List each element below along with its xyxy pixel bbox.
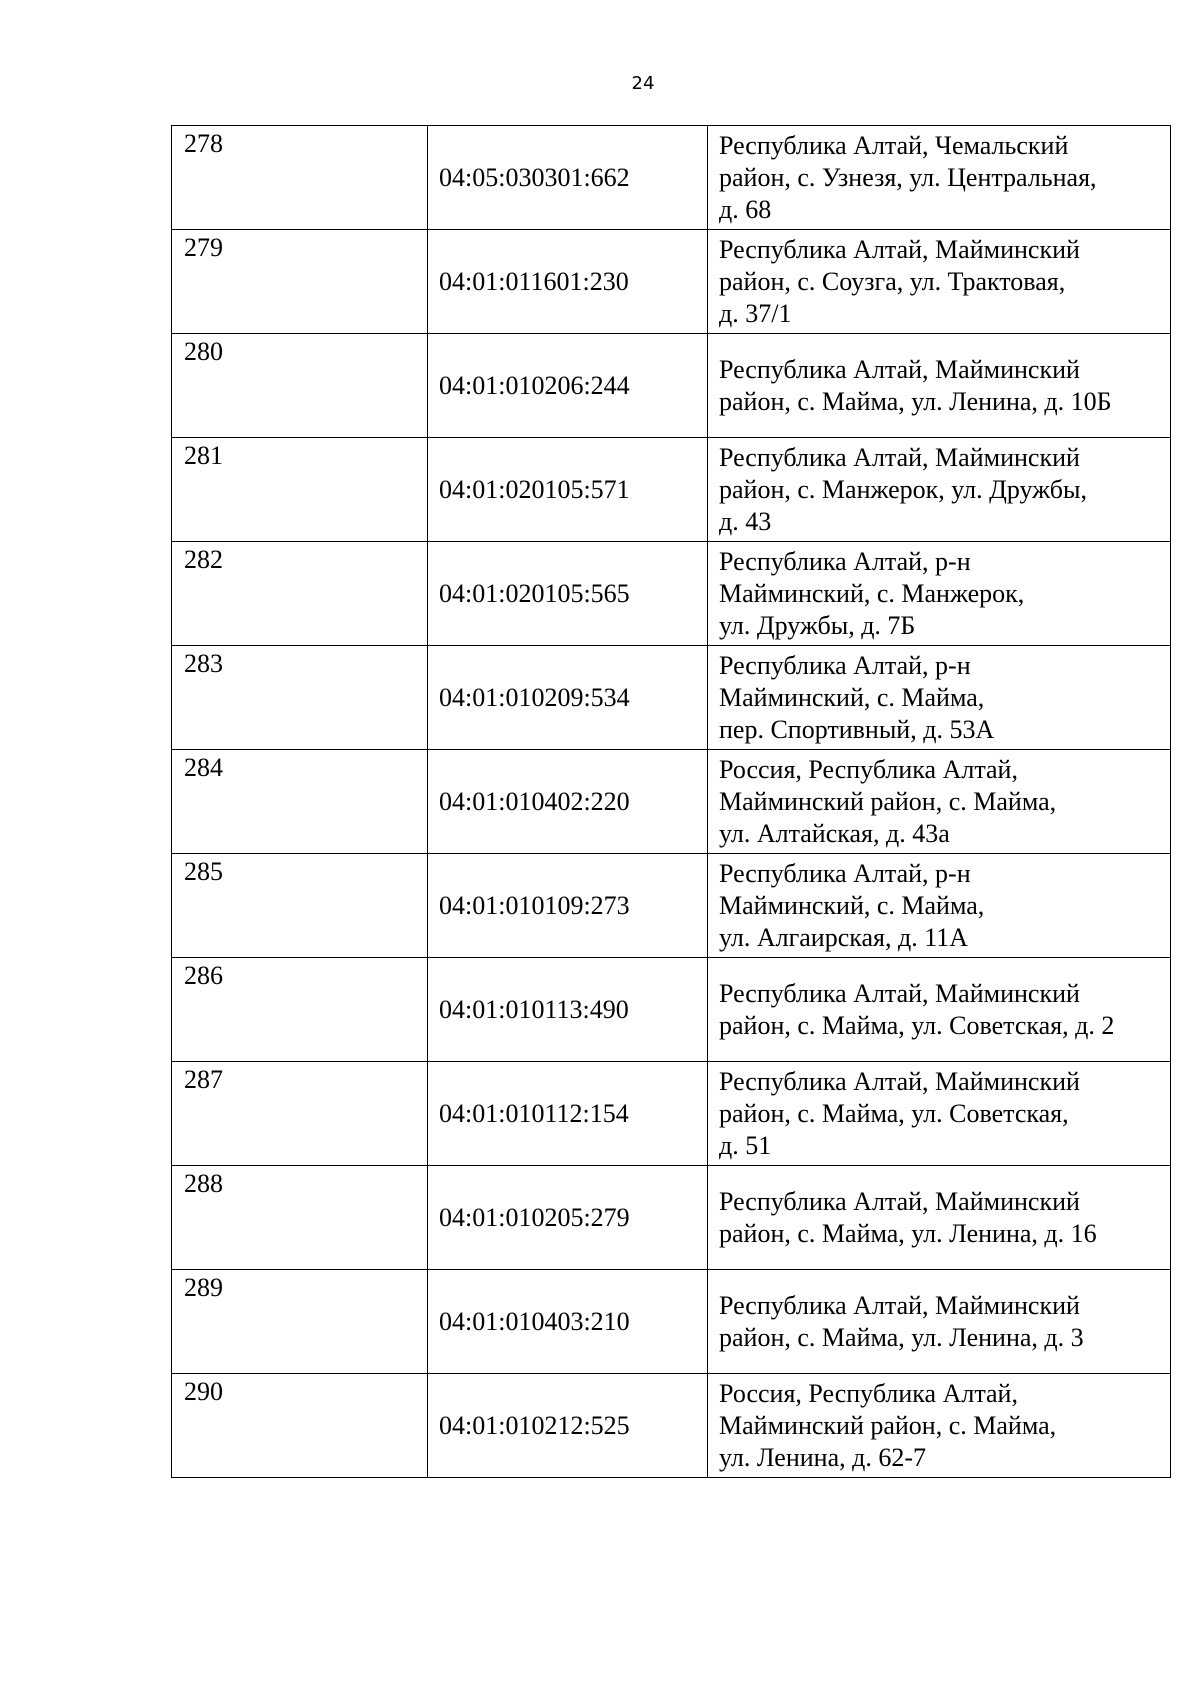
address-cell [708,1166,1171,1270]
address: Россия, Республика Алтай, Майминский район, с. Майма, ул. Алтайская, д. 43а [719,754,1057,848]
row-number: 287 [184,1065,223,1094]
address-cell [708,542,1171,646]
address-cell [708,334,1171,438]
row-number: 286 [184,961,223,990]
row-number-cell [172,126,428,230]
cadastral-number-cell [428,1374,708,1478]
address: Республика Алтай, Чемальский район, с. Узнезя, ул. Центральная, д. 68 [719,130,1097,224]
address: Республика Алтай, Майминский район, с. Манжерок, ул. Дружбы, д. 43 [719,442,1087,536]
address: Республика Алтай, р-н Майминский, с. Манжерок, ул. Дружбы, д. 7Б [719,546,1025,640]
address: Республика Алтай, р-н Майминский, с. Майма, ул. Алгаирская, д. 11А [719,858,985,952]
address: Республика Алтай, Майминский район, с. Майма, ул. Ленина, д. 3 [719,1290,1084,1352]
row-number: 283 [184,649,223,678]
table-row [172,750,1171,854]
address-cell [708,1062,1171,1166]
address: Республика Алтай, р-н Майминский, с. Майма, пер. Спортивный, д. 53А [719,650,995,744]
cadastral-number: 04:01:010206:244 [439,370,630,400]
row-number-cell [172,1374,428,1478]
cadastral-number-cell [428,854,708,958]
address-cell [708,854,1171,958]
cadastral-number-cell [428,1062,708,1166]
table-row [172,230,1171,334]
table-row [172,1374,1171,1478]
address-cell [708,958,1171,1062]
property-table [171,125,1171,1478]
cadastral-number: 04:01:010209:534 [439,682,630,712]
address-cell [708,126,1171,230]
table-row [172,1062,1171,1166]
row-number: 282 [184,545,223,574]
cadastral-number: 04:01:020105:571 [439,474,630,504]
row-number-cell [172,230,428,334]
address-cell [708,646,1171,750]
cadastral-number: 04:01:010109:273 [439,890,630,920]
address: Республика Алтай, Майминский район, с. Майма, ул. Ленина, д. 16 [719,1186,1097,1248]
address: Республика Алтай, Майминский район, с. Майма, ул. Ленина, д. 10Б [719,354,1112,416]
table-row [172,1270,1171,1374]
address-cell [708,750,1171,854]
table-row [172,646,1171,750]
row-number-cell [172,750,428,854]
cadastral-number: 04:01:010113:490 [439,994,629,1024]
row-number-cell [172,958,428,1062]
cadastral-number: 04:01:020105:565 [439,578,630,608]
cadastral-number-cell [428,750,708,854]
address: Россия, Республика Алтай, Майминский район, с. Майма, ул. Ленина, д. 62-7 [719,1378,1057,1472]
cadastral-number: 04:01:010403:210 [439,1306,630,1336]
address: Республика Алтай, Майминский район, с. Майма, ул. Советская, д. 51 [719,1066,1080,1160]
row-number: 290 [184,1377,223,1406]
row-number: 278 [184,129,223,158]
cadastral-number-cell [428,334,708,438]
row-number-cell [172,438,428,542]
row-number-cell [172,854,428,958]
row-number-cell [172,1062,428,1166]
cadastral-number: 04:05:030301:662 [439,162,630,192]
address-cell [708,230,1171,334]
page-number: 24 [631,73,655,94]
cadastral-number-cell [428,438,708,542]
row-number: 279 [184,233,223,262]
cadastral-number: 04:01:011601:230 [439,266,629,296]
cadastral-number-cell [428,1270,708,1374]
table-row [172,958,1171,1062]
table-row [172,542,1171,646]
table-row [172,1166,1171,1270]
table-row [172,126,1171,230]
row-number-cell [172,646,428,750]
row-number: 284 [184,753,223,782]
table-row [172,334,1171,438]
address-cell [708,1270,1171,1374]
cadastral-number: 04:01:010205:279 [439,1202,630,1232]
cadastral-number-cell [428,126,708,230]
cadastral-number: 04:01:010112:154 [439,1098,629,1128]
table-row [172,438,1171,542]
table-row [172,854,1171,958]
address: Республика Алтай, Майминский район, с. Майма, ул. Советская, д. 2 [719,978,1115,1040]
row-number: 289 [184,1273,223,1302]
row-number: 285 [184,857,223,886]
address-cell [708,1374,1171,1478]
address-cell [708,438,1171,542]
address: Республика Алтай, Майминский район, с. Соузга, ул. Трактовая, д. 37/1 [719,234,1080,328]
cadastral-number: 04:01:010402:220 [439,786,630,816]
row-number-cell [172,334,428,438]
row-number-cell [172,1270,428,1374]
cadastral-number-cell [428,958,708,1062]
cadastral-number-cell [428,230,708,334]
row-number-cell [172,542,428,646]
row-number-cell [172,1166,428,1270]
row-number: 288 [184,1169,223,1198]
cadastral-number-cell [428,542,708,646]
cadastral-number-cell [428,646,708,750]
cadastral-number-cell [428,1166,708,1270]
cadastral-number: 04:01:010212:525 [439,1410,630,1440]
property-table-body [172,126,1171,1478]
row-number: 280 [184,337,223,366]
row-number: 281 [184,441,223,470]
